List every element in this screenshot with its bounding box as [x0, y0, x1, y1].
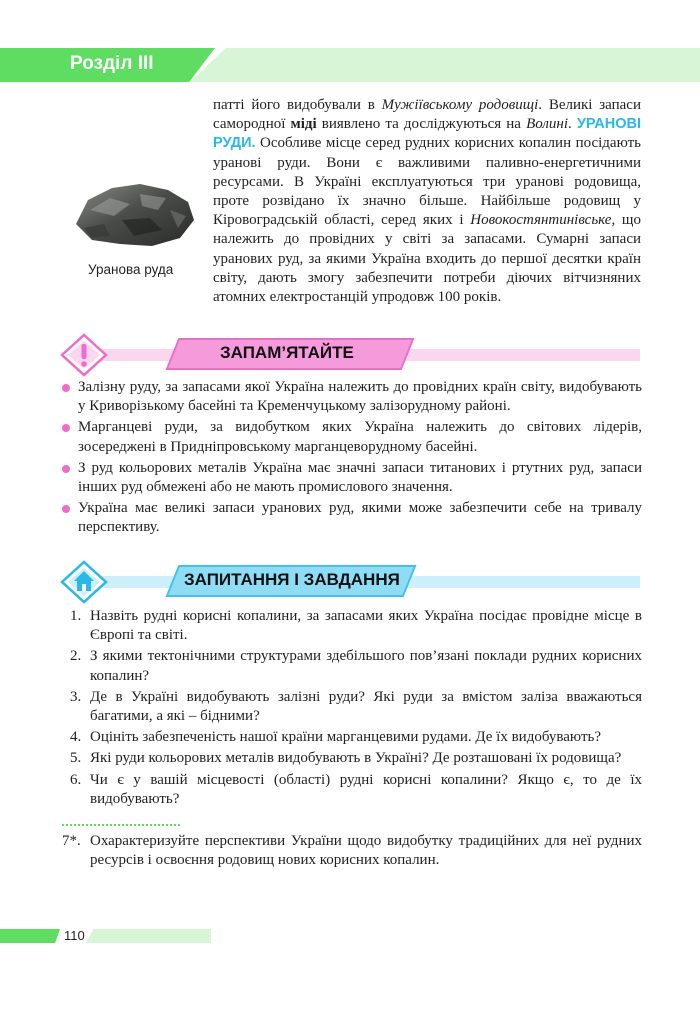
- question-item: [70, 771, 642, 809]
- questions-banner: [60, 563, 640, 601]
- question-number: 2.: [70, 648, 82, 665]
- page-number: 110: [64, 928, 85, 943]
- question-text: Оцініть забезпеченість нашої країни марганцевими рудами. Де їх видобувають?: [90, 729, 601, 746]
- question-number: 7*.: [62, 833, 81, 849]
- uranium-text: що належить до провідних у світі за запасами. Сумарні запаси уранових руд, за якими Україна входить до першої десятки країн світу, дають змогу забезпечити потреби діючих вітчизняних атомних електростанцій упродовж 100 років.: [213, 212, 641, 306]
- questions-list: [70, 607, 642, 811]
- intro-text: . Великі запаси самородної: [213, 97, 641, 133]
- intro-text: патті його видобували в: [213, 97, 382, 113]
- list-item: З руд кольорових металів Україна має значні запаси титанових і ртутних руд, запаси інших руд обмежені або не мають промислового значення.: [62, 459, 642, 497]
- uranium-ore-image: [70, 180, 198, 250]
- remember-title: ЗАПАМ’ЯТАЙТЕ: [220, 343, 354, 362]
- question-text: Де в Україні видобувають залізні руди? Які руди за вмістом заліза вважаються багатими, а які – бідними?: [90, 688, 642, 725]
- question-item: [70, 607, 642, 645]
- image-caption: Уранова руда: [88, 262, 174, 277]
- intro-text: .: [568, 116, 572, 133]
- footer-green-stripe: [0, 929, 60, 943]
- question-text: Які руди кольорових металів видобувають в Україні? Де розташовані їх родовища?: [90, 750, 622, 767]
- question-item: [70, 688, 642, 726]
- list-item: Марганцеві руди, за видобутком яких Україна належить до світових лідерів, зосереджені в Придніпровському марганцеворудному басейні.: [62, 418, 642, 456]
- intro-text: виявлено та досліджуються на: [316, 116, 527, 133]
- questions-title: ЗАПИТАННЯ І ЗАВДАННЯ: [184, 570, 400, 589]
- task-divider: [62, 824, 180, 826]
- question-number: 3.: [70, 688, 82, 705]
- intro-italic-volyn: Волині: [526, 116, 569, 133]
- exclamation-icon: [60, 333, 108, 377]
- question-item: [70, 749, 642, 768]
- question-number: 1.: [70, 608, 82, 624]
- house-icon: [60, 560, 108, 604]
- question-text: З якими тектонічними структурами здебільшого пов’язані поклади рудних корисних копалин?: [90, 648, 642, 684]
- question-item: [70, 647, 642, 685]
- question-text: Чи є у вашій місцевості (області) рудні корисні копалини? Якщо є, то де їх видобувають?: [90, 771, 642, 807]
- footer-light-stripe: [86, 929, 211, 943]
- remember-list: [62, 378, 642, 540]
- question-item: [70, 728, 642, 747]
- intro-bold-copper: міді: [290, 116, 317, 133]
- header-light-stripe: [190, 48, 700, 82]
- question-number: 4.: [70, 729, 82, 746]
- question-number: 5.: [70, 750, 82, 767]
- question-number: 6.: [70, 771, 82, 788]
- intro-paragraph: [213, 96, 641, 307]
- list-item: Україна має великі запаси уранових руд, якими може забезпечити себе на тривалу перспективу.: [62, 499, 642, 537]
- question-text: Назвіть рудні корисні копалини, за запасами яких Україна посідає провідне місце в Європі та світі.: [90, 608, 642, 644]
- intro-italic-deposit: Мужіївському родовищі: [381, 97, 539, 113]
- uranium-text: Особливе місце серед рудних корисних копалин посідають уранові руди. Вони є важливими паливно-енергетичними ресурсами. В Україні експлуатуються три уранові родовища, проте розвідано їх значно більше. Найбільше родовищ у Кіровоградській області, серед яких і: [213, 135, 641, 229]
- uranium-heading: УРАНОВІ РУДИ.: [213, 116, 642, 152]
- question-item: [62, 832, 642, 870]
- section-title: Розділ ІІІ: [70, 53, 154, 74]
- advanced-task: [62, 832, 642, 872]
- remember-banner: [60, 336, 640, 374]
- uranium-italic-deposit: Новокостянтинівське,: [470, 212, 616, 229]
- list-item: Залізну руду, за запасами якої Україна належить до провідних країн світу, видобувають у Криворізькому басейні та Кременчуцькому залізорудному районі.: [62, 378, 642, 416]
- question-text: Охарактеризуйте перспективи України щодо видобутку традиційних для неї рудних ресурсів і освоєння родовищ нових корисних копалин.: [90, 833, 642, 869]
- section-header: [0, 48, 700, 82]
